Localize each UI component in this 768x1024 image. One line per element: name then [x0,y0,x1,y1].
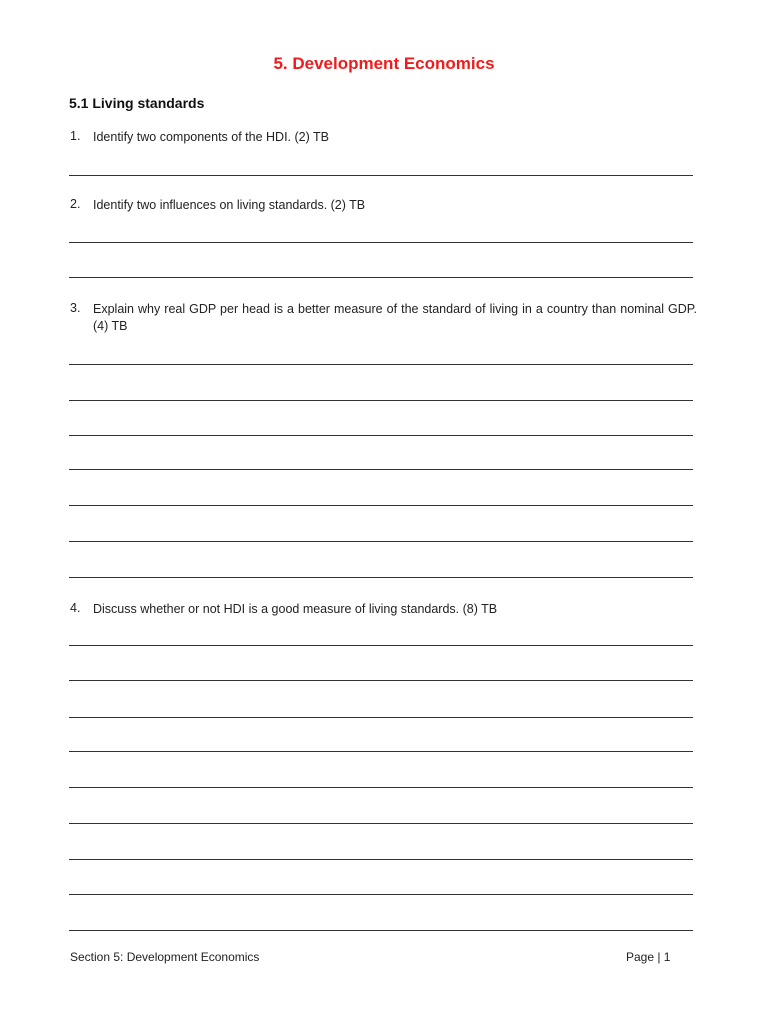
question-text: Identify two components of the HDI. (2) TB [93,130,329,144]
answer-line[interactable] [69,930,693,931]
answer-line[interactable] [69,505,693,506]
section-heading: 5.1 Living standards [69,95,205,111]
answer-line[interactable] [69,859,693,860]
answer-line[interactable] [69,751,693,752]
answer-line[interactable] [69,645,693,646]
answer-line[interactable] [69,469,693,470]
answer-line[interactable] [69,577,693,578]
answer-line[interactable] [69,242,693,243]
answer-line[interactable] [69,435,693,436]
question-number: 4. [70,601,81,615]
answer-line[interactable] [69,175,693,176]
question-text: Identify two influences on living standards. (2) TB [93,198,366,212]
footer-page-number: Page | 1 [626,950,671,964]
answer-line[interactable] [69,787,693,788]
answer-line[interactable] [69,717,693,718]
answer-line[interactable] [69,400,693,401]
question-number: 3. [70,301,81,315]
page-title: 5. Development Economics [273,54,495,73]
footer-section-label: Section 5: Development Economics [70,950,260,964]
question-number: 1. [70,129,81,143]
question-text: Explain why real GDP per head is a better measure of the standard of living in a country than nominal GDP. (4) TB [93,302,697,333]
answer-line[interactable] [69,823,693,824]
answer-line[interactable] [69,894,693,895]
answer-line[interactable] [69,364,693,365]
question-number: 2. [70,197,81,211]
question-text: Discuss whether or not HDI is a good measure of living standards. (8) TB [93,602,498,616]
answer-line[interactable] [69,541,693,542]
answer-line[interactable] [69,680,693,681]
answer-line[interactable] [69,277,693,278]
